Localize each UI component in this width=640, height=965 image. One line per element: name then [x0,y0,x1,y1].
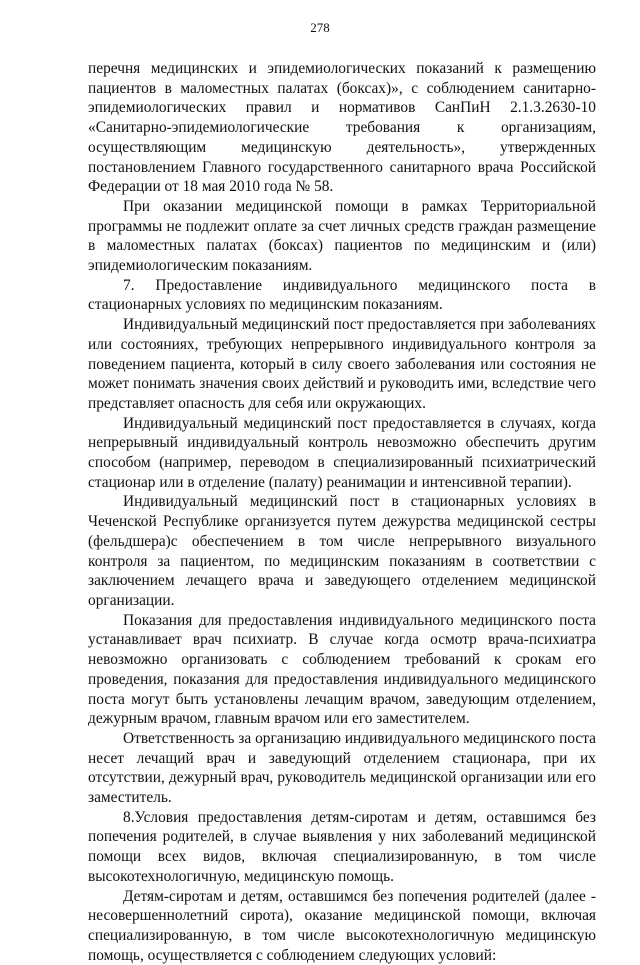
paragraph: 8.Условия предоставления детям-сиротам и детям, оставшимся без попечения родителей, в случае выявления у них заболеваний медицинской помощи всех видов, включая специализированную, в том числе высокотехнологичную, медицинскую помощь. [88,808,596,885]
paragraph: Индивидуальный медицинский пост в стационарных условиях в Чеченской Республике организуется путем дежурства медицинской сестры (фельдшера)с обеспечением в том числе непрерывного визуального контроля за пациентом, по медицинским показаниям в соответствии с заключением лечащего врача и заведующего отделением медицинской организации. [88,493,596,609]
paragraph: При оказании медицинской помощи в рамках Территориальной программы не подлежит оплате за счет личных средств граждан размещение в маломестных палатах (боксах) пациентов по медицинским и (или) эпидемиологическим показаниям. [88,197,596,275]
paragraph: перечня медицинских и эпидемиологических показаний к размещению пациентов в маломестных палатах (боксах)», с соблюдением санитарно-эпидемиологических правил и нормативов СанПиН 2.1.3.2630-10 «Санитарно-эпидемиологические требования к организациям, осуществляющим медицинскую деятельность», утвержденных постановлением Главного государственного санитарного врача Российской Федерации от 18 мая 2010 года № 58. [88,60,596,196]
paragraph: Показания для предоставления индивидуального медицинского поста устанавливает врач психиатр. В случае когда осмотр врача-психиатра невозможно организовать с соблюдением требований к срокам его проведения, показания для предоставления индивидуального медицинского поста могут быть установлены лечащим врачом, заведующим отделением, дежурным врачом, главным врачом или его заместителем. [88,611,596,728]
document-body [88,59,596,965]
page-number: 278 [310,20,330,35]
paragraph: 7. Предоставление индивидуального медицинского поста в стационарных условиях по медицинским показаниям. [88,276,596,314]
paragraph: Индивидуальный медицинский пост предоставляется в случаях, когда непрерывный индивидуальный контроль невозможно обеспечить другим способом (например, переводом в специализированный психиатрический стационар или в отделение (палату) реанимации и интенсивной терапии). [88,414,596,491]
paragraph: Индивидуальный медицинский пост предоставляется при заболеваниях или состояниях, требующих непрерывного индивидуального контроля за поведением пациента, который в силу своего заболевания или состояния не может понимать значения своих действий и руководить ими, вследствие чего представляет опасность для себя или окружающих. [88,316,596,412]
paragraph: Детям-сиротам и детям, оставшимся без попечения родителей (далее - несовершеннолетний сирота), оказание медицинской помощи, включая специализированную, в том числе высокотехнологичную медицинскую помощь, осуществляется с соблюдением следующих условий: [88,887,596,964]
paragraph: Ответственность за организацию индивидуального медицинского поста несет лечащий врач и заведующий отделением стационара, при их отсутствии, дежурный врач, руководитель медицинской организации или его заместитель. [88,729,596,807]
